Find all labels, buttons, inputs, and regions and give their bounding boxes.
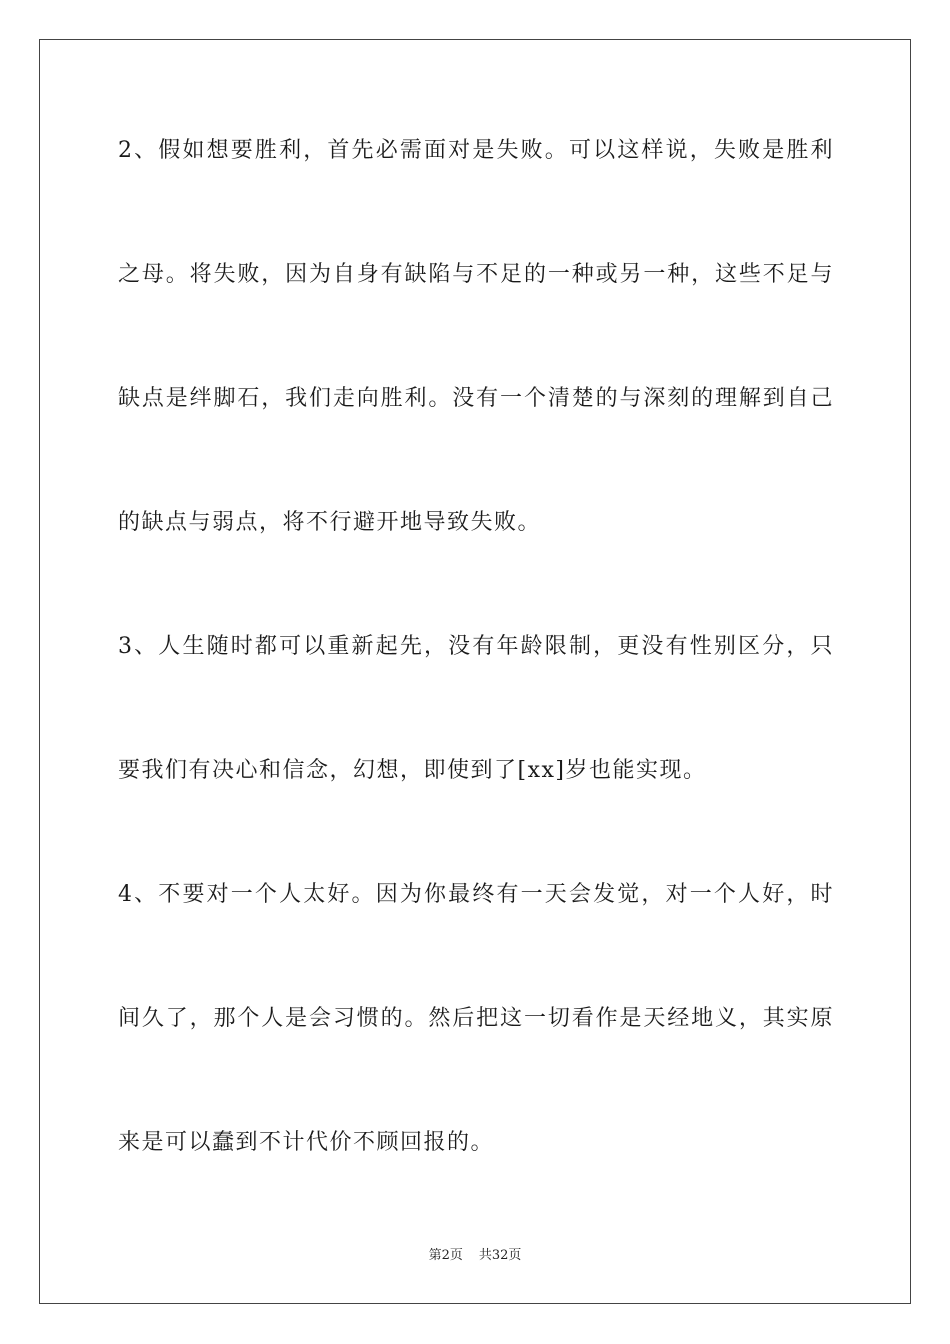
paragraph-2-line-2: 之母。将失败，因为自身有缺陷与不足的一种或另一种，这些不足与 [118, 262, 834, 287]
paragraph-2-line-3: 缺点是绊脚石，我们走向胜利。没有一个清楚的与深刻的理解到自己 [118, 386, 834, 411]
paragraph-4-line-3: 来是可以蠢到不计代价不顾回报的。 [118, 1130, 495, 1155]
paragraph-2-line-4: 的缺点与弱点，将不行避开地导致失败。 [118, 510, 542, 535]
total-pages: 共32页 [478, 1248, 522, 1263]
page-footer [0, 1247, 950, 1265]
page-number: 第2页 [428, 1248, 463, 1263]
paragraph-2-line-1: 2、假如想要胜利，首先必需面对是失败。可以这样说，失败是胜利 [118, 138, 834, 163]
paragraph-3-line-2: 要我们有决心和信念，幻想，即使到了[xx]岁也能实现。 [118, 758, 707, 783]
page-border [39, 39, 911, 1304]
paragraph-4-line-2: 间久了，那个人是会习惯的。然后把这一切看作是天经地义，其实原 [118, 1006, 834, 1031]
paragraph-4-line-1: 4、不要对一个人太好。因为你最终有一天会发觉，对一个人好，时 [118, 882, 834, 907]
paragraph-3-line-1: 3、人生随时都可以重新起先，没有年龄限制，更没有性别区分，只 [118, 634, 834, 659]
